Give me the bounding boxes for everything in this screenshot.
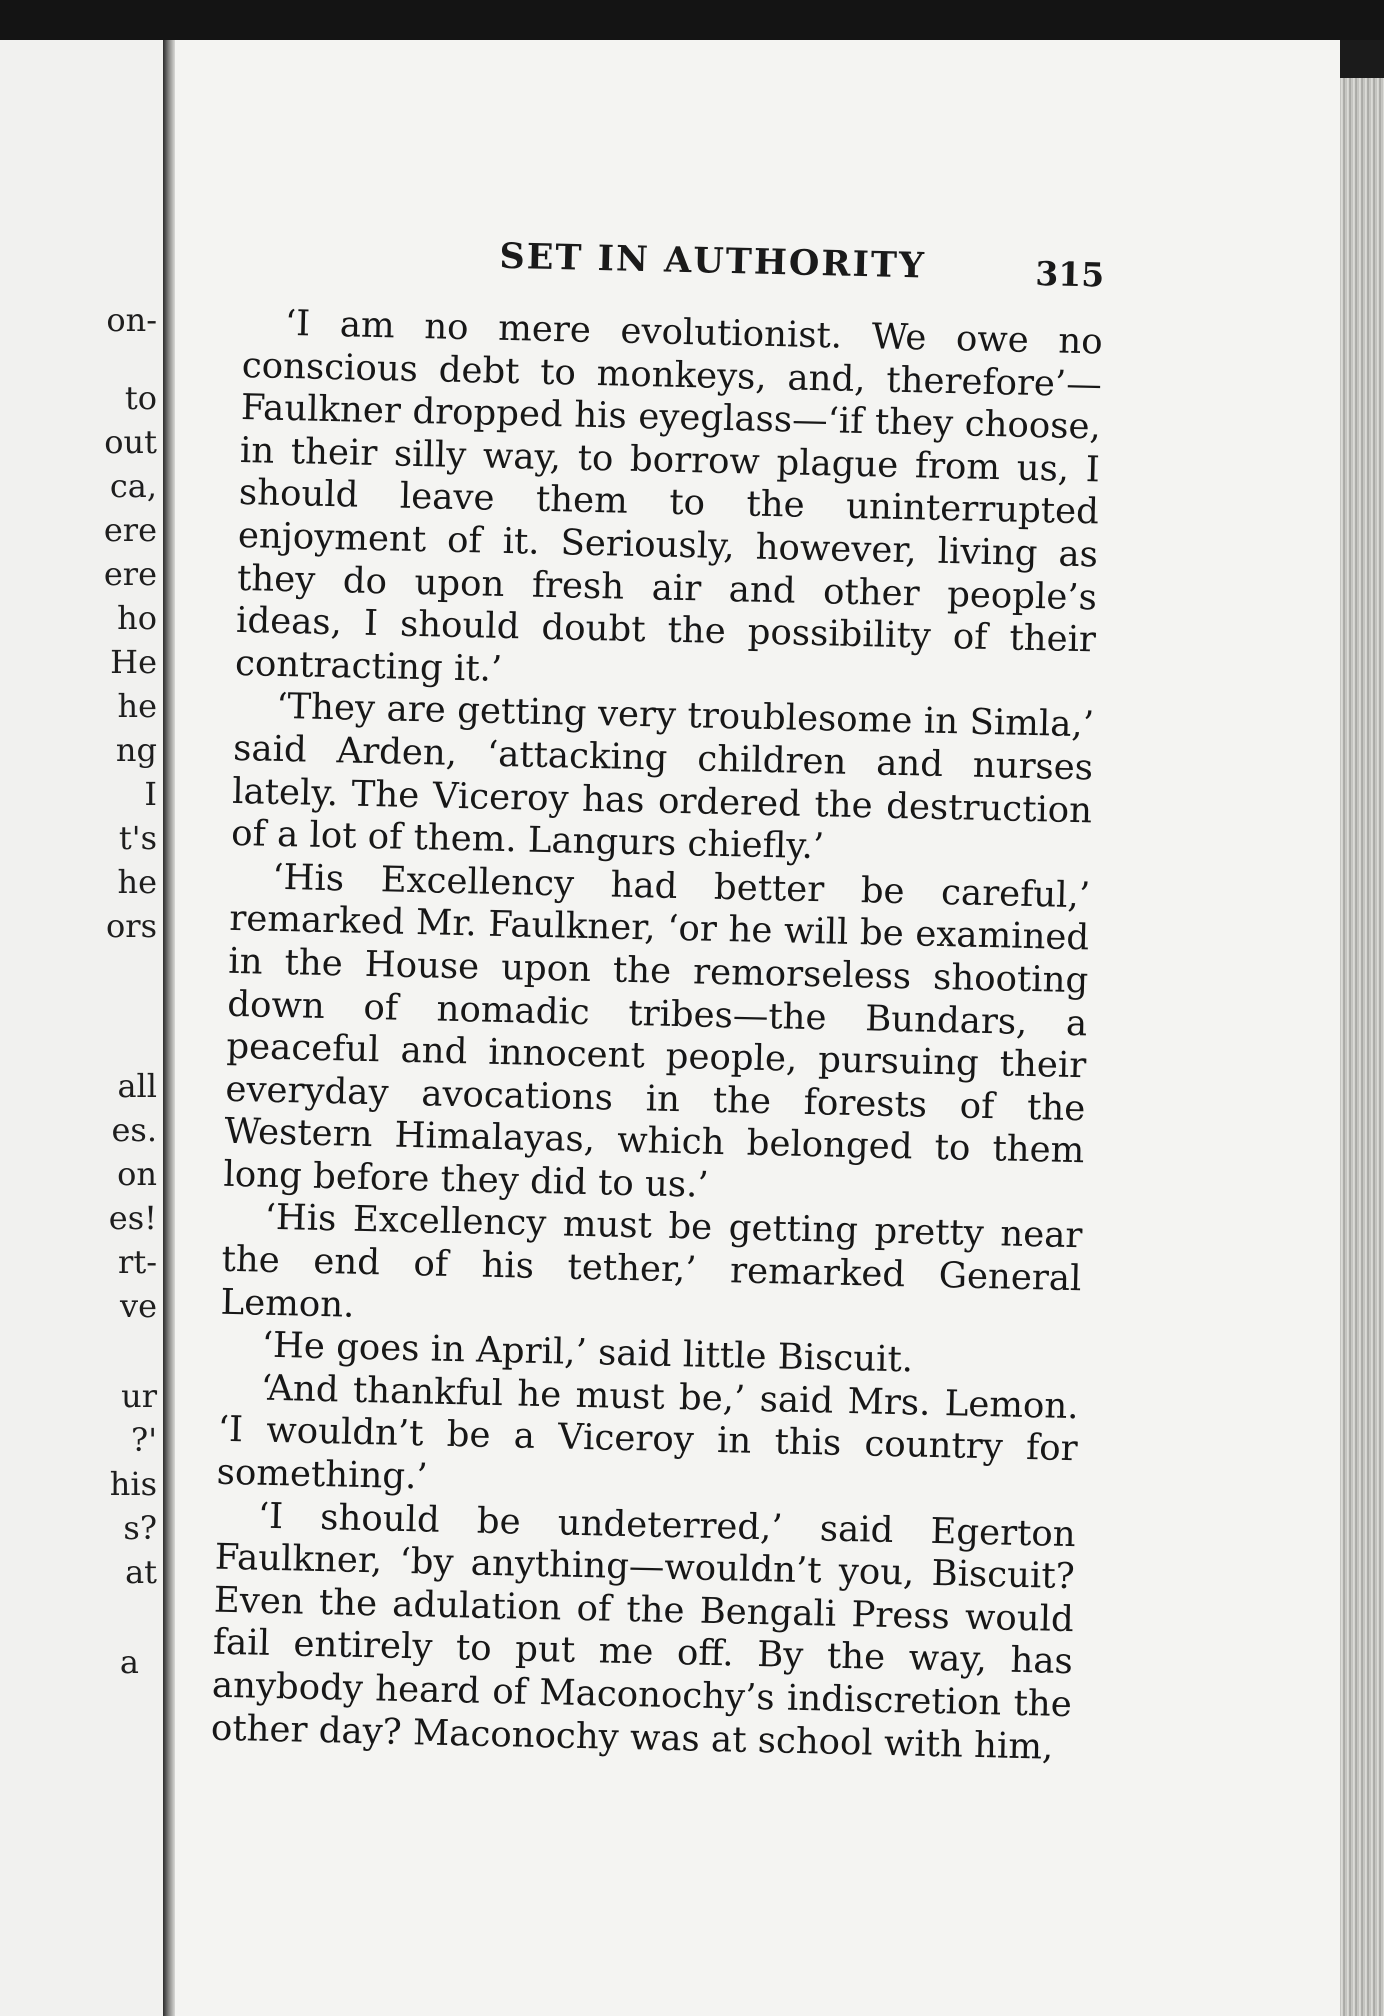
left-line-fragment: He (110, 643, 157, 681)
paragraph: ‘I am no mere evolutionist. We owe no conscious debt to monkeys, and, therefore’—Faulkner dropped his eyeglass—‘if they choose, in their silly way, to borrow plague from us, I should leave them to the uninterrupted enjoyment of it. Seriously, however, living as they do upon fresh air and other people’s ideas, I should doubt the possibility of their contracting it.’ (234, 302, 1104, 690)
left-line-fragment: ng (115, 731, 157, 769)
left-page (0, 40, 165, 2016)
left-line-fragment: he (117, 863, 157, 901)
left-line-fragment: he (117, 687, 157, 725)
left-line-fragment: all (117, 1067, 157, 1105)
left-line-fragment: a (119, 1643, 139, 1681)
scan-background (1340, 40, 1384, 78)
left-line-fragment: ors (106, 907, 157, 945)
paragraph: ‘I should be undeterred,’ said Egerton Faulkner, ‘by anything—wouldn’t you, Biscuit? Even the adulation of the Bengali Press would fail entirely to put me off. By the way, has anybody heard of Maconochy’s indiscretion the other day? Maconochy was at school with him, (210, 1495, 1077, 1768)
left-line-fragment: I (144, 775, 157, 813)
left-line-fragment: ca, (109, 467, 157, 505)
page-number: 315 (1034, 253, 1105, 295)
left-line-fragment: es. (111, 1111, 157, 1149)
running-head-title: SET IN AUTHORITY (499, 235, 927, 287)
left-line-fragment: at (125, 1553, 157, 1591)
left-line-fragment: ho (117, 599, 157, 637)
paragraph: ‘They are getting very troublesome in Simla,’ said Arden, ‘attacking children and nurses lately. The Viceroy has ordered the destruction of a lot of them. Langurs chiefly.’ (230, 686, 1095, 868)
left-line-fragment: ere (103, 511, 157, 549)
page-text-block (211, 230, 1105, 1769)
left-line-fragment: ere (103, 555, 157, 593)
left-line-fragment: on- (106, 301, 157, 339)
left-line-fragment: s? (123, 1509, 157, 1547)
left-line-fragment: to (124, 379, 157, 417)
left-line-fragment: ve (119, 1287, 157, 1325)
left-line-fragment: on (117, 1155, 157, 1193)
paragraph: ‘His Excellency had better be careful,’ remarked Mr. Faulkner, ‘or he will be examined in the House upon the remorseless shooting down of nomadic tribes—the Bundars, a peaceful and innocent people, pursuing their everyday avocations in the forests of the Western Himalayas, which belonged to them long before they did to us.’ (223, 856, 1091, 1206)
page-edges (1340, 78, 1384, 2016)
left-line-fragment: out (104, 423, 157, 461)
left-line-fragment: ?' (131, 1421, 157, 1459)
left-line-fragment: es! (108, 1199, 157, 1237)
left-line-fragment: ur (121, 1377, 157, 1415)
book-gutter (163, 40, 175, 2016)
left-line-fragment: rt- (118, 1243, 157, 1281)
left-line-fragment: t's (118, 819, 157, 857)
paragraph: ‘And thankful he must be,’ said Mrs. Lemon. ‘I wouldn’t be a Viceroy in this country for something.’ (216, 1367, 1079, 1498)
paragraph: ‘He goes in April,’ said little Biscuit. (261, 1324, 914, 1381)
left-line-fragment: his (109, 1465, 157, 1503)
paragraph: ‘His Excellency must be getting pretty near the end of his tether,’ remarked General Lemon. (220, 1197, 1083, 1326)
